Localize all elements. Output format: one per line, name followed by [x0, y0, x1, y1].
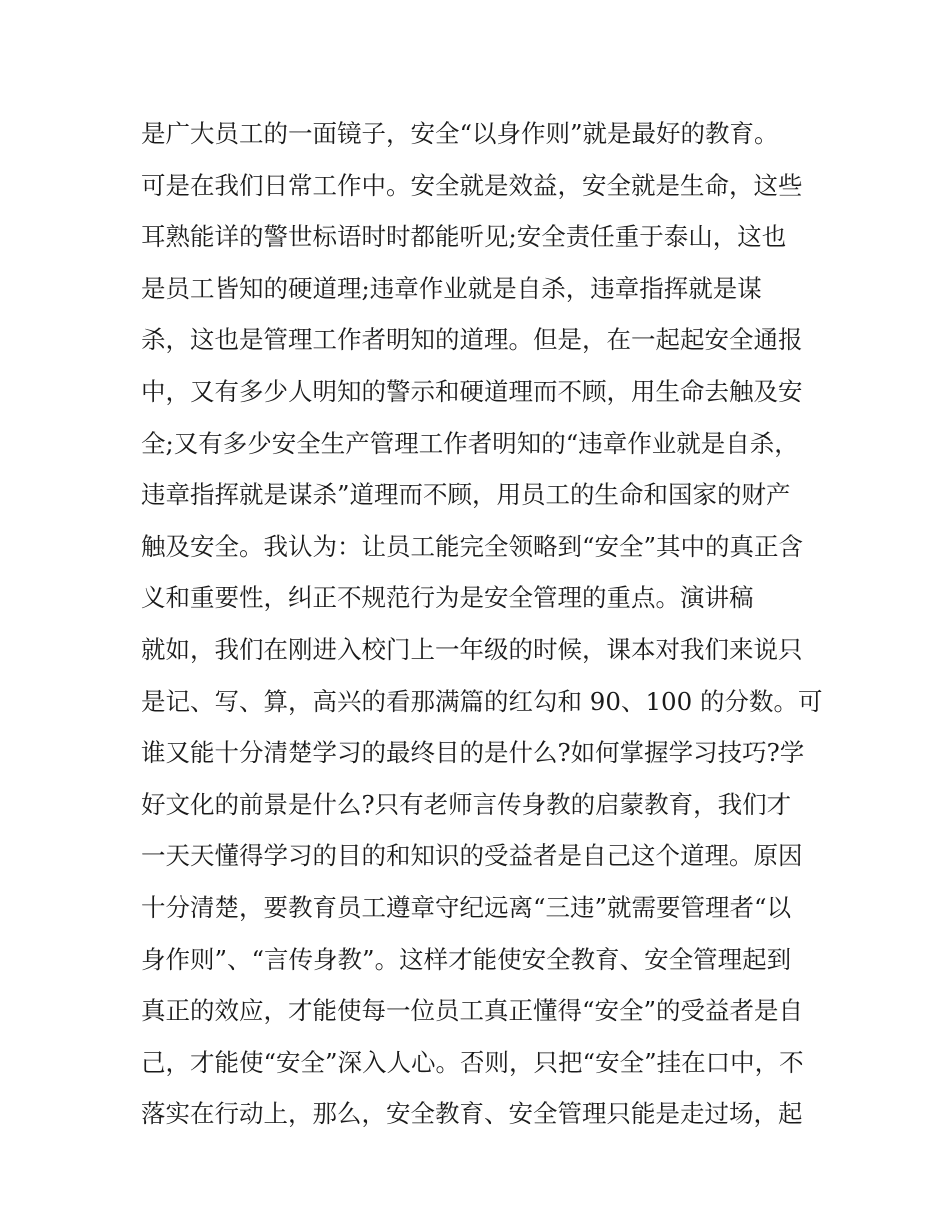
text-line: 是员工皆知的硬道理;违章作业就是自杀，违章指挥就是谋 — [141, 273, 762, 303]
text-line: 谁又能十分清楚学习的最终目的是什么?如何掌握学习技巧?学 — [141, 738, 805, 768]
text-line: 身作则”、“言传身教”。这样才能使安全教育、安全管理起到 — [141, 944, 792, 974]
text-line: 一天天懂得学习的目的和知识的受益者是自己这个道理。原因 — [141, 841, 803, 871]
text-line: 义和重要性，纠正不规范行为是安全管理的重点。演讲稿 — [141, 583, 754, 613]
text-line: 就如，我们在刚进入校门上一年级的时候，课本对我们来说只 — [141, 634, 803, 664]
text-line: 中，又有多少人明知的警示和硬道理而不顾，用生命去触及安 — [141, 376, 803, 406]
text-line: 杀，这也是管理工作者明知的道理。但是，在一起起安全通报 — [141, 325, 803, 355]
text-line: 真正的效应，才能使每一位员工真正懂得“安全”的受益者是自 — [141, 996, 804, 1026]
text-line: 是记、写、算，高兴的看那满篇的红勾和 90、100 的分数。可 — [141, 686, 823, 716]
text-line: 落实在行动上，那么，安全教育、安全管理只能是走过场，起 — [141, 1099, 803, 1129]
text-line: 己，才能使“安全”深入人心。否则，只把“安全”挂在口中，不 — [141, 1047, 804, 1077]
text-line: 好文化的前景是什么?只有老师言传身教的启蒙教育，我们才 — [141, 789, 792, 819]
text-line: 是广大员工的一面镜子，安全“以身作则”就是最好的教育。 — [141, 119, 779, 148]
body-text — [141, 108, 821, 1140]
text-line: 耳熟能详的警世标语时时都能听见;安全责任重于泰山，这也 — [141, 222, 787, 252]
text-line: 触及安全。我认为：让员工能完全领略到“安全”其中的真正含 — [141, 531, 804, 561]
text-line: 全;又有多少安全生产管理工作者明知的“违章作业就是自杀， — [141, 428, 799, 458]
text-line: 违章指挥就是谋杀”道理而不顾，用员工的生命和国家的财产 — [141, 480, 791, 510]
text-line: 十分清楚，要教育员工遵章守纪远离“三违”就需要管理者“以 — [141, 892, 792, 922]
text-line: 可是在我们日常工作中。安全就是效益，安全就是生命，这些 — [141, 170, 803, 200]
